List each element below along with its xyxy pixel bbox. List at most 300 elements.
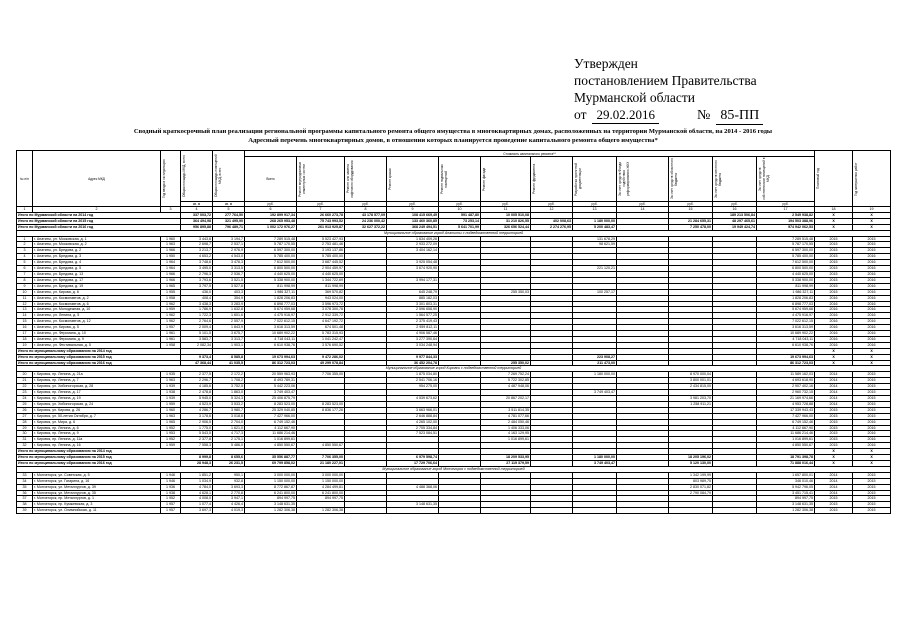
row-total: 1 828 206,83 <box>245 295 297 301</box>
row-address: г. Апатиты, ул. Ленина, д. 5 <box>33 313 161 319</box>
row-w5 <box>481 508 531 514</box>
row-w1: 1 150 000,00 <box>297 478 345 484</box>
row-premises: 4 019,3 <box>213 508 245 514</box>
col-w1: Ремонт внутридомовых инженерных систем <box>297 157 345 202</box>
row-year-done: 2015 <box>853 401 891 407</box>
row-year-plan: 2015 <box>815 443 853 449</box>
row-w3: 1 564 577,25 <box>387 313 439 319</box>
row-year-plan: 2014 <box>815 401 853 407</box>
row-w1: 3 000 000,00 <box>297 472 345 478</box>
row-total: 1 016 899,61 <box>245 437 297 443</box>
row-f4: 6 597 300,00 <box>757 248 815 254</box>
row-year-built: 1 952 <box>161 496 181 502</box>
unit-rub: руб. <box>439 202 481 207</box>
subtotal-total: 19 673 994,63 <box>245 354 297 360</box>
row-num: 26 <box>17 407 33 413</box>
column-number: 15 <box>669 207 713 213</box>
subtotal-area: 8 999,8 <box>181 455 213 461</box>
approval-line-3: Мурманской области <box>574 90 695 105</box>
row-num: 6 <box>17 266 33 272</box>
row-total: 8 772 867,87 <box>245 484 297 490</box>
subtotal-year-plan: X <box>815 348 853 354</box>
row-premises: 3 947,1 <box>213 496 245 502</box>
row-w3: 3 277 390,64 <box>387 336 439 342</box>
total-year-plan: X <box>815 212 853 218</box>
total-year-done: X <box>853 218 891 224</box>
row-w5: 20 867 202,17 <box>481 396 531 402</box>
row-year-done: 2016 <box>853 271 891 277</box>
row-num: 17 <box>17 331 33 337</box>
row-year-built: 1 935 <box>161 372 181 378</box>
total-cost: 268 265 953,48 <box>245 218 297 224</box>
row-year-plan: 2014 <box>815 378 853 384</box>
column-number: 13 <box>573 207 617 213</box>
row-num: 32 <box>17 443 33 449</box>
column-number: 4 <box>181 207 213 213</box>
row-total: 4 850 550,67 <box>245 443 297 449</box>
row-year-built: 1 961 <box>161 331 181 337</box>
row-address: г. Кировск, ул. Хибиногорская, д. 24 <box>33 401 161 407</box>
total-w2: 24 236 000,42 <box>345 218 387 224</box>
row-f4: 5 785 400,00 <box>757 254 815 260</box>
row-f4: 1 657 800,01 <box>757 472 815 478</box>
subtotal-year-plan: X <box>815 354 853 360</box>
total-w4: 73 253,14 <box>439 218 481 224</box>
table-body <box>17 212 891 513</box>
row-num: 12 <box>17 301 33 307</box>
row-year-built: 1 950 <box>161 254 181 260</box>
subtotal-label: Итого по муниципальному образованию на 2014 год <box>17 348 181 354</box>
row-w3: 885 182,03 <box>387 295 439 301</box>
row-area: 3 793,6 <box>181 277 213 283</box>
row-num: 23 <box>17 390 33 396</box>
row-premises: 403,3 <box>213 289 245 295</box>
section-title: Муниципальное образование город Апатиты с подведомственной территорией <box>17 230 891 236</box>
row-year-plan: 2015 <box>815 496 853 502</box>
row-year-plan: 2016 <box>815 313 853 319</box>
row-address: г. Апатиты, ул. Молодежная, д. 10 <box>33 307 161 313</box>
row-address: г. Апатиты, ул. Московская, д. 1 <box>33 236 161 242</box>
row-total: 4 440 625,00 <box>245 271 297 277</box>
subtotal-w1: 9 472 286,02 <box>297 354 345 360</box>
row-address: г. Кировск, пр. Ленина, д. 17 <box>33 390 161 396</box>
row-total: 6 610 938,76 <box>245 342 297 348</box>
row-year-plan: 2015 <box>815 502 853 508</box>
col-f4: За счет средств собственников помещений в МКД <box>757 157 815 202</box>
row-year-done: 2016 <box>853 307 891 313</box>
subtotal-f4: 18 791 398,78 <box>757 455 815 461</box>
row-num: 27 <box>17 413 33 419</box>
row-year-plan: 2016 <box>815 295 853 301</box>
row-f4: 346 010,46 <box>757 478 815 484</box>
row-year-done: 2015 <box>853 407 891 413</box>
row-premises: 5 486,0 <box>213 443 245 449</box>
row-w3: 954 275,00 <box>387 384 439 390</box>
subtotal-total: 69 799 858,02 <box>245 460 297 466</box>
row-area: 4 784,0 <box>181 484 213 490</box>
row-f4: 2 907 402,16 <box>757 384 815 390</box>
row-address: г. Апатиты, ул. Бредова, д. 13 <box>33 271 161 277</box>
row-area: 2 478,8 <box>181 390 213 396</box>
row-year-built: 1 966 <box>161 277 181 283</box>
approval-line-1: Утвержден <box>574 56 638 71</box>
row-address: г. Кировск, ул. Кирова, д. 26 <box>33 407 161 413</box>
unit-m2: кв. м <box>213 202 245 207</box>
row-year-done: 2016 <box>853 425 891 431</box>
row-year-plan: 2015 <box>815 431 853 437</box>
row-f2: 2 830 071,82 <box>669 484 713 490</box>
row-f4: 1 282 306,38 <box>757 508 815 514</box>
row-w5: 4 163 129,95 <box>481 431 531 437</box>
row-f2: 3 800 001,01 <box>669 378 713 384</box>
row-year-built: 1 966 <box>161 248 181 254</box>
row-area: 1 077,4 <box>181 502 213 508</box>
total-premises: 277 764,50 <box>213 212 245 218</box>
row-num: 29 <box>17 425 33 431</box>
row-num: 28 <box>17 419 33 425</box>
col-f1: За счет средств Фонда содействия реформированию ЖКХ <box>617 157 669 202</box>
subtotal-w1: 21 180 227,01 <box>297 460 345 466</box>
row-area: 2 377,8 <box>181 437 213 443</box>
column-number: 11 <box>481 207 531 213</box>
row-w1: 8 836 177,26 <box>297 407 345 413</box>
row-num: 2 <box>17 242 33 248</box>
row-w7: 3 749 403,47 <box>573 390 617 396</box>
row-premises: 4 717,3 <box>213 431 245 437</box>
row-area: 5 945,0 <box>181 396 213 402</box>
number-prefix: № <box>696 108 711 123</box>
row-address: г. Мончегорск, ул. Олимпийская, д. 11 <box>33 508 161 514</box>
row-w3: 7 523 084,51 <box>387 431 439 437</box>
total-w7: 5 200 483,47 <box>573 224 617 230</box>
row-w7: 98 621,59 <box>573 242 617 248</box>
row-num: 8 <box>17 277 33 283</box>
row-premises: 3 283,9 <box>213 301 245 307</box>
row-area: 4 185,6 <box>181 384 213 390</box>
row-address: г. Апатиты, ул. Бредова, д. 2 <box>33 248 161 254</box>
total-premises: 796 489,71 <box>213 224 245 230</box>
row-total: 5 674 959,68 <box>245 307 297 313</box>
column-number: 5 <box>213 207 245 213</box>
row-year-done: 2015 <box>853 236 891 242</box>
total-w4: 5 641 701,99 <box>439 224 481 230</box>
row-year-plan: 2015 <box>815 242 853 248</box>
row-area: 1 851,2 <box>181 472 213 478</box>
row-w1: 6 241 800,00 <box>297 490 345 496</box>
unit-rub: руб. <box>387 202 439 207</box>
subtotal-f4: 86 312 723,03 <box>757 360 815 366</box>
column-number: 18 <box>815 207 853 213</box>
subtotal-w1: 7 706 355,00 <box>297 455 345 461</box>
row-w5: 4 487 948,06 <box>481 384 531 390</box>
row-year-built: 1 957 <box>161 502 181 508</box>
row-year-done: 2015 <box>853 508 891 514</box>
row-f4: 5 338 900,00 <box>757 277 815 283</box>
row-address: г. Мончегорск, ул. Советская, д. 5 <box>33 472 161 478</box>
row-w3: 4 265 102,00 <box>387 419 439 425</box>
row-num: 33 <box>17 472 33 478</box>
row-premises: 2 537,1 <box>213 242 245 248</box>
row-f2: 803 989,75 <box>669 478 713 484</box>
row-year-done: 2015 <box>853 390 891 396</box>
row-year-built: 1 955 <box>161 289 181 295</box>
row-w3: 1 634 409,26 <box>387 236 439 242</box>
row-num: 20 <box>17 372 33 378</box>
row-w1: 3 687 445,52 <box>297 260 345 266</box>
row-total: 6 749 152,46 <box>245 419 297 425</box>
row-w5: 255 350,03 <box>481 289 531 295</box>
row-year-built: 1 965 <box>161 283 181 289</box>
row-year-built: 1 963 <box>161 242 181 248</box>
row-num: 14 <box>17 313 33 319</box>
row-year-plan: 2014 <box>815 484 853 490</box>
row-year-built: 1 964 <box>161 260 181 266</box>
row-year-done: 2016 <box>853 254 891 260</box>
row-area: 4 523,9 <box>181 401 213 407</box>
approval-date: 29.02.2016 <box>592 106 659 124</box>
total-area: 364 494,98 <box>181 218 213 224</box>
row-year-plan: 2015 <box>815 266 853 272</box>
row-w1: 674 501,48 <box>297 325 345 331</box>
row-year-built: 1 959 <box>161 307 181 313</box>
row-address: г. Мончегорск, ул. Гагарина, д. 16 <box>33 478 161 484</box>
repair-plan-table <box>16 150 891 514</box>
subtotal-w7: 3 749 403,47 <box>573 460 617 466</box>
subtotal-year-done: X <box>853 449 891 455</box>
total-w3: 133 460 360,85 <box>387 218 439 224</box>
row-w3 <box>387 508 439 514</box>
column-number: 9 <box>387 207 439 213</box>
row-f2: 2 434 815,00 <box>669 384 713 390</box>
column-number: 10 <box>439 207 481 213</box>
row-total: 25 329 040,85 <box>245 407 297 413</box>
total-w6: 2 274 276,95 <box>531 224 573 230</box>
row-premises: 2 536,7 <box>213 271 245 277</box>
row-f2: 1 342 199,99 <box>669 472 713 478</box>
date-prefix: от <box>574 107 587 122</box>
row-area: 436,0 <box>181 289 213 295</box>
row-year-done: 2015 <box>853 496 891 502</box>
row-address: г. Кировск, пр. Ленина, д. 19 <box>33 396 161 402</box>
row-address: г. Апатиты, ул. Бредова, д. 19 <box>33 283 161 289</box>
row-premises: 3 313,5 <box>213 266 245 272</box>
subtotal-year-done: X <box>853 348 891 354</box>
row-area: 5 543,5 <box>181 431 213 437</box>
row-premises: 3 693,3 <box>213 484 245 490</box>
row-num: 24 <box>17 396 33 402</box>
row-year-built: 1 963 <box>161 413 181 419</box>
row-w3: 4 488 368,06 <box>387 484 439 490</box>
row-f4: 811 998,99 <box>757 283 815 289</box>
row-address: г. Апатиты, ул. Космонавтов, д. 2 <box>33 295 161 301</box>
subtotal-year-plan: X <box>815 449 853 455</box>
document-subtitle: Адресный перечень многоквартирных домов, в отношении которых планируется проведение капитального ремонта общего имущества* <box>248 137 658 144</box>
row-premises: 354,9 <box>213 295 245 301</box>
row-year-plan: 2015 <box>815 271 853 277</box>
row-w1: 4 647 192,72 <box>297 319 345 325</box>
row-year-done: 2015 <box>853 378 891 384</box>
row-total: 5 785 400,00 <box>245 254 297 260</box>
row-year-built: 1 964 <box>161 266 181 272</box>
row-year-done: 2015 <box>853 413 891 419</box>
row-year-done: 2016 <box>853 313 891 319</box>
column-number: 2 <box>33 207 161 213</box>
row-year-done: 2015 <box>853 484 891 490</box>
col-address: Адрес МКД <box>33 151 161 207</box>
row-num: 3 <box>17 248 33 254</box>
unit-rub: руб. <box>757 202 815 207</box>
row-year-done: 2016 <box>853 289 891 295</box>
row-year-done: 2016 <box>853 336 891 342</box>
row-w3: 3 994 177,31 <box>387 277 439 283</box>
row-w5: 1 016 899,61 <box>481 437 531 443</box>
row-area: 3 748,6 <box>181 260 213 266</box>
total-w6: 402 008,63 <box>531 218 573 224</box>
row-w1: 3 596 973,72 <box>297 301 345 307</box>
row-area: 2 906,5 <box>181 419 213 425</box>
row-premises: 1 621,0 <box>213 425 245 431</box>
row-w1: 5 785 400,00 <box>297 254 345 260</box>
row-area: 2 377,5 <box>181 372 213 378</box>
row-w1: 894 997,75 <box>297 496 345 502</box>
row-premises: 950,1 <box>213 472 245 478</box>
column-number: 12 <box>531 207 573 213</box>
row-year-plan: 2014 <box>815 390 853 396</box>
row-w3: 2 375 419,43 <box>387 319 439 325</box>
col-f3: За счет средств местного бюджета <box>713 157 757 202</box>
row-area: 2 796,3 <box>181 271 213 277</box>
row-year-built: 1 958 <box>161 295 181 301</box>
row-w1: 4 284 499,81 <box>297 484 345 490</box>
row-total: 7 022 612,15 <box>245 319 297 325</box>
row-num: 15 <box>17 319 33 325</box>
row-address: г. Апатиты, ул. Ферсмана, д. 10 <box>33 331 161 337</box>
row-address: г. Кировск, пр. Ленина, д. 6 <box>33 425 161 431</box>
row-w3: 2 541 706,16 <box>387 378 439 384</box>
row-premises: 3 752,5 <box>213 384 245 390</box>
unit-rub: руб. <box>345 202 387 207</box>
row-w3: 2 705 334,84 <box>387 425 439 431</box>
total-area: 337 003,72 <box>181 212 213 218</box>
row-address: г. Кировск, пр. Ленина, д. 11а <box>33 437 161 443</box>
row-num: 38 <box>17 502 33 508</box>
subtotal-area: 9 373,4 <box>181 354 213 360</box>
subtotal-premises: 8 655,6 <box>213 455 245 461</box>
subtotal-total: 86 312 723,03 <box>245 360 297 366</box>
column-number: 16 <box>713 207 757 213</box>
row-w1: 943 024,00 <box>297 295 345 301</box>
col-year-done: Год завершения работ <box>853 151 891 207</box>
row-address: г. Апатиты, ул. Космонавтов, д. 12 <box>33 319 161 325</box>
row-w1: 8 283 523,00 <box>297 401 345 407</box>
unit-rub: руб. <box>617 202 669 207</box>
col-num: № п/п <box>17 151 33 207</box>
row-address: г. Кировск, пр. Ленина, д. 9 <box>33 431 161 437</box>
row-total: 6 800 500,00 <box>245 266 297 272</box>
row-num: 1 <box>17 236 33 242</box>
total-f2: 7 250 478,00 <box>669 224 713 230</box>
total-w7: 1 180 000,00 <box>573 218 617 224</box>
row-w3: 3 301 803,31 <box>387 301 439 307</box>
total-premises: 321 495,90 <box>213 218 245 224</box>
row-premises: 2 976,9 <box>213 248 245 254</box>
col-f2: За счет средств областного бюджета <box>669 157 713 202</box>
row-year-built: 1 939 <box>161 396 181 402</box>
col-area-premises: Общая площадь помещений МКД, всего <box>213 151 245 202</box>
row-num: 13 <box>17 307 33 313</box>
row-year-done: 2015 <box>853 502 891 508</box>
col-w5: Ремонт фасада <box>481 157 531 202</box>
row-f4: 894 997,75 <box>757 496 815 502</box>
section-title: Муниципальное образование город Кировск с подведомственной территорией <box>17 366 891 372</box>
row-area: 1 775,0 <box>181 425 213 431</box>
row-address: г. Кировск, ул. Хибиногорская, д. 28 <box>33 384 161 390</box>
row-num: 18 <box>17 336 33 342</box>
row-year-plan: 2016 <box>815 307 853 313</box>
row-num: 30 <box>17 431 33 437</box>
row-year-done: 2016 <box>853 266 891 272</box>
row-year-plan: 2015 <box>815 407 853 413</box>
row-w1: 3 078 300,78 <box>297 307 345 313</box>
row-address: г. Мончегорск, пр. Кумжевская, д. 3 <box>33 502 161 508</box>
row-address: г. Апатиты, ул. Московская, д. 2 <box>33 242 161 248</box>
row-total: 7 289 515,48 <box>245 236 297 242</box>
total-f3: 48 297 465,61 <box>713 218 757 224</box>
row-w3: 3 663 966,01 <box>387 407 439 413</box>
row-address: г. Апатиты, ул. Бредова, д. 5 <box>33 266 161 272</box>
total-year-plan: X <box>815 218 853 224</box>
total-f4: 974 942 062,53 <box>757 224 815 230</box>
row-address: г. Апатиты, ул. Бредова, д. 17 <box>33 277 161 283</box>
row-year-plan: 2016 <box>815 342 853 348</box>
subtotal-label: Итого по муниципальному образованию на 2016 год <box>17 360 181 366</box>
row-year-done: 2016 <box>853 325 891 331</box>
col-cost-group: Стоимость капитального ремонта** <box>245 151 815 157</box>
row-f4: 5 787 170,55 <box>757 242 815 248</box>
row-area: 408,4 <box>181 295 213 301</box>
row-premises: 2 770,8 <box>213 490 245 496</box>
row-premises: 1 632,8 <box>213 307 245 313</box>
row-num: 19 <box>17 342 33 348</box>
row-year-plan: 2015 <box>815 277 853 283</box>
row-premises: 3 675,7 <box>213 331 245 337</box>
column-number: 6 <box>245 207 297 213</box>
row-w1: 4 850 550,67 <box>297 443 345 449</box>
subtotal-year-done: X <box>853 354 891 360</box>
row-premises: 3 980,7 <box>213 407 245 413</box>
table-row <box>17 508 891 514</box>
total-year-done: X <box>853 224 891 230</box>
row-num: 4 <box>17 254 33 260</box>
row-num: 21 <box>17 378 33 384</box>
total-year-done: X <box>853 212 891 218</box>
subtotal-w3: 6 979 598,74 <box>387 455 439 461</box>
row-f4: 7 022 612,15 <box>757 319 815 325</box>
row-year-done: 2016 <box>853 331 891 337</box>
unit-rub: руб. <box>531 202 573 207</box>
row-year-built: 1 961 <box>161 336 181 342</box>
column-number: 19 <box>853 207 891 213</box>
row-total: 811 998,99 <box>245 283 297 289</box>
row-f4: 11 686 214,46 <box>757 431 815 437</box>
row-year-built: 1 959 <box>161 443 181 449</box>
row-area: 2 296,7 <box>181 378 213 384</box>
row-year-plan: 2014 <box>815 478 853 484</box>
row-w7: 100 257,17 <box>573 289 617 295</box>
row-area: 3 583,7 <box>181 336 213 342</box>
col-w2: Ремонт или замена лифтового оборудования <box>345 157 387 202</box>
row-area: 1 722,3 <box>181 313 213 319</box>
